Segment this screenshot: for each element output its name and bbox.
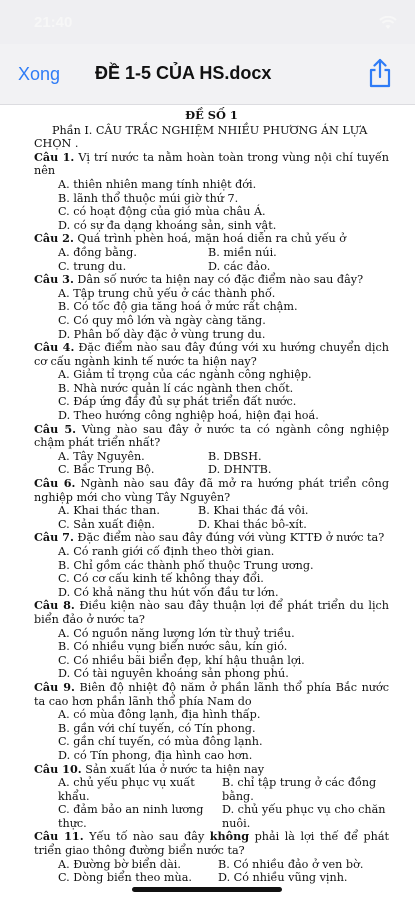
question [34, 477, 389, 504]
question-label: Câu 10. [34, 761, 82, 776]
question-label: Câu 2. [34, 231, 74, 246]
answer-option: A. đồng bằng. [58, 245, 137, 259]
answer-option: A. thiên nhiên mang tính nhiệt đới. [58, 177, 257, 191]
answer-option: A. Giảm tỉ trọng của các ngành công nghiệp. [58, 368, 312, 382]
answer-option: C. đảm bảo an ninh lương thực. [58, 803, 204, 830]
option-row [58, 858, 389, 872]
answer-option: C. Có cơ cấu kinh tế không thay đổi. [58, 572, 264, 586]
answer-option: A. có mùa đông lạnh, địa hình thấp. [58, 708, 261, 722]
question-label: Câu 1. [34, 149, 75, 164]
document-title: ĐỀ 1-5 CỦA HS.docx [95, 63, 272, 83]
exam-title: ĐỀ SỐ 1 [185, 108, 238, 122]
answer-option: B. gần với chí tuyến, có Tín phong. [58, 721, 256, 735]
question-label: Câu 8. [34, 598, 75, 613]
answer-option: A. Có ranh giới cố định theo thời gian. [58, 545, 275, 558]
question-label: Câu 7. [34, 530, 74, 545]
question-label: Câu 4. [34, 340, 75, 355]
question [34, 830, 389, 857]
share-button[interactable] [367, 58, 393, 88]
question [34, 232, 389, 246]
option-row [58, 871, 389, 885]
question-text: Quá trình phèn hoá, mặn hoá diễn ra chủ yếu ở [73, 232, 346, 246]
answer-option: C. có hoạt động của gió mùa châu Á. [58, 205, 266, 219]
answer-option: C. trung du. [58, 259, 127, 273]
answer-option: A. Khai thác than. [58, 504, 160, 518]
question-text: phải là lợi thế để phát triển giao thông đường biển nước ta? [34, 830, 389, 858]
option-row [34, 776, 389, 803]
answer-option: A. Tây Nguyên. [58, 449, 145, 463]
answer-option: A. Đường bờ biển dài. [58, 857, 181, 871]
answer-option: C. Đáp ứng đầy đủ sự phát triển đất nước. [58, 395, 297, 409]
question-text: Vùng nào sau đây ở nước ta có ngành công nghiệp chậm phát triển nhất? [34, 422, 389, 450]
answer-option: B. miền núi. [208, 245, 277, 259]
question-emphasis: không [209, 829, 250, 844]
question [34, 763, 389, 777]
question-label: Câu 6. [34, 476, 76, 491]
answer-option: D. chủ yếu phục vụ cho chăn nuôi. [222, 803, 386, 830]
question-text: Biên độ nhiệt độ năm ở phần lãnh thổ phía Bắc nước ta cao hơn phần lãnh thổ phía Nam do [34, 680, 389, 708]
question-text: Đặc điểm nào sau đây đúng với xu hướng chuyển dịch cơ cấu ngành kinh tế nước ta hiện nay? [34, 341, 389, 368]
status-bar [0, 0, 415, 44]
option-row [34, 803, 389, 830]
answer-option: D. Phân bố dày đặc ở vùng trung du. [58, 327, 266, 341]
answer-option: C. Có quy mô lớn và ngày càng tăng. [58, 313, 266, 327]
answer-option: C. Có nhiều bãi biển đẹp, khí hậu thuận lợi. [58, 653, 305, 667]
answer-option: D. Khai thác bô-xít. [198, 517, 307, 531]
nav-bar [0, 44, 415, 105]
answer-option: D. Có nhiều vũng vịnh. [218, 871, 348, 885]
answer-option: C. gần chí tuyến, có mùa đông lạnh. [58, 735, 263, 749]
question-text: Vị trí nước ta nằm hoàn toàn trong vùng nội chí tuyến nên [34, 150, 389, 178]
answer-option: B. DBSH. [208, 449, 262, 463]
option-row [58, 246, 389, 260]
answer-option: B. Có nhiều vụng biển nước sâu, kín gió. [58, 640, 288, 654]
answer-option: B. Nhà nước quản lí các ngành then chốt. [58, 381, 294, 395]
answer-option: B. Chỉ gồm các thành phố thuộc Trung ương. [58, 558, 314, 572]
question [34, 151, 389, 178]
option-row [58, 450, 389, 464]
answer-option: A. Tập trung chủ yếu ở các thành phố. [58, 286, 276, 300]
question-text: Ngành nào sau đây đã mở ra hướng phát triển công nghiệp mới cho vùng Tây Nguyên? [34, 477, 389, 504]
status-icons [337, 16, 397, 30]
answer-option: C. Sản xuất điện. [58, 517, 155, 531]
answer-option: B. Có tốc độ gia tăng hoá ở mức rất chậm. [58, 300, 298, 314]
question [34, 341, 389, 368]
question-text: Dân số nước ta hiện nay có đặc điểm nào sau đây? [73, 273, 364, 287]
answer-option: D. DHNTB. [208, 463, 272, 477]
answer-option: D. có Tín phong, địa hình cao hơn. [58, 748, 253, 762]
share-icon [367, 58, 393, 88]
done-button[interactable]: Xong [18, 64, 61, 84]
option-row [58, 504, 389, 518]
question [34, 531, 389, 545]
answer-option: B. Khai thác đá vôi. [198, 504, 309, 518]
question-text: Yếu tố nào sau đây [83, 830, 210, 844]
answer-option: B. chỉ tập trung ở các đồng bằng. [222, 776, 377, 803]
question [34, 423, 389, 450]
question-label: Câu 3. [34, 272, 74, 287]
question-label: Câu 9. [34, 679, 75, 694]
question-label: Câu 11. [34, 829, 84, 844]
answer-option: A. Có nguồn năng lượng lớn từ thuỷ triều. [58, 626, 295, 640]
question [34, 681, 389, 708]
document-page[interactable] [0, 105, 415, 900]
answer-option: D. Có tài nguyên khoáng sản phong phú. [58, 667, 289, 681]
answer-option: B. lãnh thổ thuộc múi giờ thứ 7. [58, 191, 239, 205]
answer-option: D. các đảo. [208, 259, 271, 273]
document-content [34, 109, 389, 885]
home-indicator[interactable] [132, 887, 282, 892]
question-text: Điều kiện nào sau đây thuận lợi để phát triển du lịch biển đảo ở nước ta? [34, 599, 389, 626]
option-row [58, 463, 389, 477]
answer-option: B. Có nhiều đảo ở ven bờ. [218, 857, 364, 871]
answer-option: C. Bắc Trung Bộ. [58, 463, 155, 477]
answer-option: C. Dòng biển theo mùa. [58, 871, 192, 885]
answer-option: D. Có khả năng thu hút vốn đầu tư lớn. [58, 585, 279, 599]
wifi-icon [379, 16, 397, 30]
question-text: Sản xuất lúa ở nước ta hiện nay [81, 762, 265, 776]
answer-option: D. Theo hướng công nghiệp hoá, hiện đại hoá. [58, 409, 319, 423]
question [34, 273, 389, 287]
option-row [58, 260, 389, 274]
status-time: 21:40 [34, 14, 73, 31]
part-title: Phần I. CÂU TRẮC NGHIỆM NHIỀU PHƯƠNG ÁN LỰA CHỌN . [34, 123, 368, 151]
question [34, 599, 389, 626]
answer-option: D. có sự đa dạng khoáng sản, sinh vật. [58, 218, 277, 232]
question-text: Đặc điểm nào sau đây đúng với vùng KTTĐ ở nước ta? [73, 531, 385, 545]
option-row [58, 518, 389, 532]
answer-option: A. chủ yếu phục vụ xuất khẩu. [58, 776, 195, 803]
question-label: Câu 5. [34, 421, 77, 436]
